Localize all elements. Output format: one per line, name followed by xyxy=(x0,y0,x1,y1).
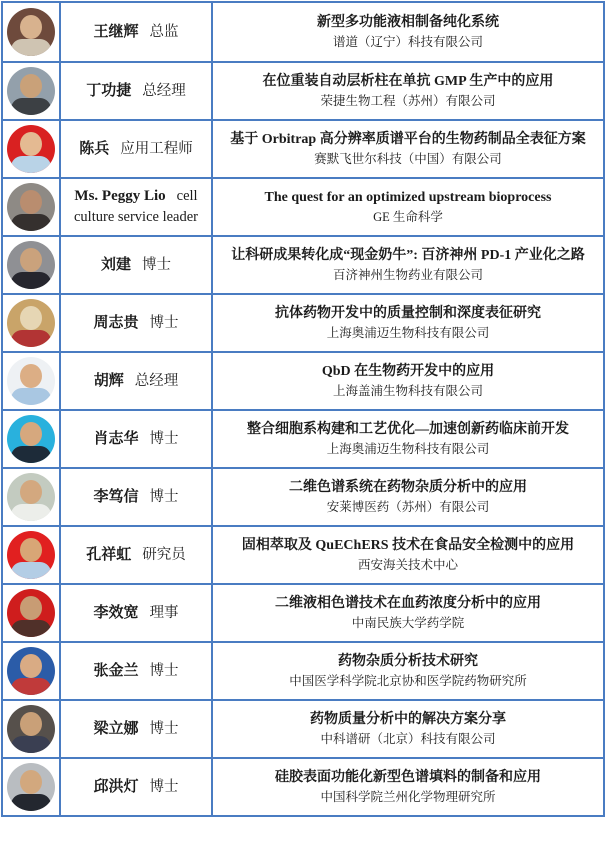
person-cell xyxy=(59,527,211,583)
speaker-name: Ms. Peggy Lio xyxy=(74,188,166,205)
speaker-name: 丁功捷 xyxy=(86,82,132,99)
talk-cell xyxy=(211,237,603,293)
talk-title: 基于 Orbitrap 高分辨率质谱平台的生物药制品全表征方案 xyxy=(230,131,586,147)
talk-cell xyxy=(211,295,603,351)
talk-cell xyxy=(211,63,603,119)
person-cell xyxy=(59,469,211,525)
speaker-job-title: 总经理 xyxy=(142,82,186,99)
portrait-head-shape xyxy=(20,190,42,214)
person-cell xyxy=(59,63,211,119)
portrait-head-shape xyxy=(20,422,42,446)
speaker-photo xyxy=(7,241,55,289)
talk-organization: 中国科学院兰州化学物理研究所 xyxy=(320,790,496,805)
table-row xyxy=(3,525,603,583)
portrait-head-shape xyxy=(20,654,42,678)
portrait-shoulders-shape xyxy=(11,620,51,637)
talk-cell xyxy=(211,643,603,699)
portrait-shoulders-shape xyxy=(11,562,51,579)
talk-cell xyxy=(211,353,603,409)
talk-organization: 上海盖浦生物科技有限公司 xyxy=(332,384,483,399)
person-cell xyxy=(59,643,211,699)
photo-cell xyxy=(3,469,59,525)
talk-title: 药物质量分析中的解决方案分享 xyxy=(310,711,506,727)
talk-title: 硅胶表面功能化新型色谱填料的制备和应用 xyxy=(275,769,541,785)
speaker-photo xyxy=(7,473,55,521)
photo-cell xyxy=(3,759,59,815)
speaker-photo xyxy=(7,763,55,811)
speaker-job-title: 博士 xyxy=(149,662,179,679)
talk-title: 固相萃取及 QuEChERS 技术在食品安全检测中的应用 xyxy=(241,537,575,553)
photo-cell xyxy=(3,643,59,699)
portrait-head-shape xyxy=(20,364,42,388)
speaker-job-title: 博士 xyxy=(149,488,179,505)
person-cell xyxy=(59,701,211,757)
person-cell xyxy=(59,237,211,293)
person-line xyxy=(93,777,178,798)
person-line xyxy=(93,22,178,43)
talk-title: 整合细胞系构建和工艺优化—加速创新药临床前开发 xyxy=(247,421,569,437)
speaker-job-title: 博士 xyxy=(149,778,179,795)
speaker-photo xyxy=(7,67,55,115)
person-line xyxy=(93,661,178,682)
speaker-name: 李笃信 xyxy=(93,488,139,505)
speaker-name: 梁立娜 xyxy=(93,720,139,737)
speaker-job-title: 博士 xyxy=(149,430,179,447)
talk-title: 让科研成果转化成“现金奶牛”: 百济神州 PD-1 产业化之路 xyxy=(231,247,585,263)
person-cell xyxy=(59,353,211,409)
speaker-photo xyxy=(7,299,55,347)
talk-title: The quest for an optimized upstream bioprocess xyxy=(264,189,552,205)
portrait-head-shape xyxy=(20,306,42,330)
table-row xyxy=(3,409,603,467)
talk-cell xyxy=(211,701,603,757)
speaker-table xyxy=(1,1,605,817)
talk-title: 在位重装自动层析柱在单抗 GMP 生产中的应用 xyxy=(262,73,554,89)
talk-organization: 中科谱研（北京）科技有限公司 xyxy=(320,732,496,747)
talk-cell xyxy=(211,121,603,177)
speaker-job-title: 博士 xyxy=(142,256,171,273)
speaker-name: 肖志华 xyxy=(93,430,139,447)
speaker-name: 周志贵 xyxy=(93,314,139,331)
speaker-name: 刘建 xyxy=(100,256,131,273)
person-line xyxy=(101,255,171,276)
person-cell xyxy=(59,295,211,351)
talk-organization: 谱道（辽宁）科技有限公司 xyxy=(332,35,483,50)
portrait-shoulders-shape xyxy=(11,678,51,695)
person-cell xyxy=(59,411,211,467)
talk-cell xyxy=(211,3,603,61)
person-line xyxy=(67,186,205,228)
speaker-job-title: 博士 xyxy=(149,314,179,331)
portrait-shoulders-shape xyxy=(11,330,51,347)
person-line xyxy=(86,81,186,102)
speaker-job-title: 研究员 xyxy=(142,546,186,563)
speaker-name: 胡辉 xyxy=(93,372,124,389)
talk-cell xyxy=(211,411,603,467)
speaker-photo xyxy=(7,357,55,405)
table-row xyxy=(3,351,603,409)
portrait-head-shape xyxy=(20,248,42,272)
person-line xyxy=(79,139,193,160)
person-cell xyxy=(59,121,211,177)
person-line xyxy=(94,371,179,392)
speaker-photo xyxy=(7,647,55,695)
talk-organization: 百济神州生物药业有限公司 xyxy=(332,268,483,283)
portrait-shoulders-shape xyxy=(11,39,51,56)
photo-cell xyxy=(3,179,59,235)
speaker-name: 邱洪灯 xyxy=(93,778,139,795)
portrait-shoulders-shape xyxy=(11,272,51,289)
person-line xyxy=(86,545,186,566)
portrait-head-shape xyxy=(20,538,42,562)
table-row xyxy=(3,641,603,699)
portrait-shoulders-shape xyxy=(11,736,51,753)
table-row xyxy=(3,757,603,815)
speaker-job-title: 总监 xyxy=(149,23,179,40)
speaker-job-title: cell culture service leader xyxy=(74,188,198,225)
portrait-shoulders-shape xyxy=(11,98,51,115)
person-line xyxy=(93,719,178,740)
talk-organization: 上海奥浦迈生物科技有限公司 xyxy=(326,442,490,457)
talk-title: 药物杂质分析技术研究 xyxy=(338,653,478,669)
person-cell xyxy=(59,585,211,641)
photo-cell xyxy=(3,121,59,177)
portrait-shoulders-shape xyxy=(11,446,51,463)
talk-organization: 上海奥浦迈生物科技有限公司 xyxy=(326,326,490,341)
table-row xyxy=(3,235,603,293)
photo-cell xyxy=(3,237,59,293)
talk-cell xyxy=(211,527,603,583)
speaker-name: 李效宽 xyxy=(93,604,139,621)
person-cell xyxy=(59,3,211,61)
table-row xyxy=(3,119,603,177)
table-row xyxy=(3,583,603,641)
photo-cell xyxy=(3,63,59,119)
portrait-shoulders-shape xyxy=(11,388,51,405)
talk-organization: 赛默飞世尔科技（中国）有限公司 xyxy=(314,152,502,167)
speaker-name: 张金兰 xyxy=(93,662,139,679)
talk-cell xyxy=(211,179,603,235)
speaker-photo xyxy=(7,531,55,579)
talk-organization: GE 生命科学 xyxy=(373,210,443,225)
talk-organization: 中国医学科学院北京协和医学院药物研究所 xyxy=(289,674,527,689)
portrait-shoulders-shape xyxy=(11,794,51,811)
person-line xyxy=(93,313,178,334)
speaker-photo xyxy=(7,415,55,463)
table-row xyxy=(3,177,603,235)
photo-cell xyxy=(3,585,59,641)
talk-title: 抗体药物开发中的质量控制和深度表征研究 xyxy=(275,305,541,321)
photo-cell xyxy=(3,3,59,61)
talk-organization: 荣捷生物工程（苏州）有限公司 xyxy=(320,94,496,109)
speaker-name: 孔祥虹 xyxy=(86,546,132,563)
portrait-shoulders-shape xyxy=(11,156,51,173)
speaker-job-title: 博士 xyxy=(149,720,179,737)
talk-cell xyxy=(211,585,603,641)
talk-organization: 安莱博医药（苏州）有限公司 xyxy=(326,500,490,515)
table-row xyxy=(3,3,603,61)
talk-title: 二维色谱系统在药物杂质分析中的应用 xyxy=(289,479,527,495)
portrait-head-shape xyxy=(20,596,42,620)
talk-cell xyxy=(211,759,603,815)
portrait-head-shape xyxy=(20,15,42,39)
speaker-name: 王继辉 xyxy=(93,23,139,40)
talk-title: 二维液相色谱技术在血药浓度分析中的应用 xyxy=(275,595,541,611)
speaker-job-title: 应用工程师 xyxy=(120,140,193,157)
person-line xyxy=(93,487,178,508)
portrait-head-shape xyxy=(20,74,42,98)
photo-cell xyxy=(3,353,59,409)
portrait-shoulders-shape xyxy=(11,504,51,521)
talk-title: QbD 在生物药开发中的应用 xyxy=(321,363,495,379)
photo-cell xyxy=(3,701,59,757)
person-line xyxy=(93,429,178,450)
person-cell xyxy=(59,179,211,235)
speaker-job-title: 理事 xyxy=(149,604,179,621)
portrait-head-shape xyxy=(20,132,42,156)
talk-organization: 西安海关技术中心 xyxy=(357,558,458,573)
photo-cell xyxy=(3,295,59,351)
table-row xyxy=(3,467,603,525)
person-cell xyxy=(59,759,211,815)
speaker-job-title: 总经理 xyxy=(134,372,179,389)
talk-organization: 中南民族大学药学院 xyxy=(351,616,465,631)
speaker-photo xyxy=(7,705,55,753)
speaker-photo xyxy=(7,125,55,173)
table-row xyxy=(3,699,603,757)
speaker-photo xyxy=(7,589,55,637)
speaker-name: 陈兵 xyxy=(79,140,110,157)
portrait-head-shape xyxy=(20,770,42,794)
talk-title: 新型多功能液相制备纯化系统 xyxy=(317,14,499,30)
photo-cell xyxy=(3,411,59,467)
table-row xyxy=(3,293,603,351)
portrait-shoulders-shape xyxy=(11,214,51,231)
speaker-photo xyxy=(7,183,55,231)
speaker-photo xyxy=(7,8,55,56)
person-line xyxy=(93,603,178,624)
portrait-head-shape xyxy=(20,712,42,736)
talk-cell xyxy=(211,469,603,525)
table-row xyxy=(3,61,603,119)
photo-cell xyxy=(3,527,59,583)
portrait-head-shape xyxy=(20,480,42,504)
